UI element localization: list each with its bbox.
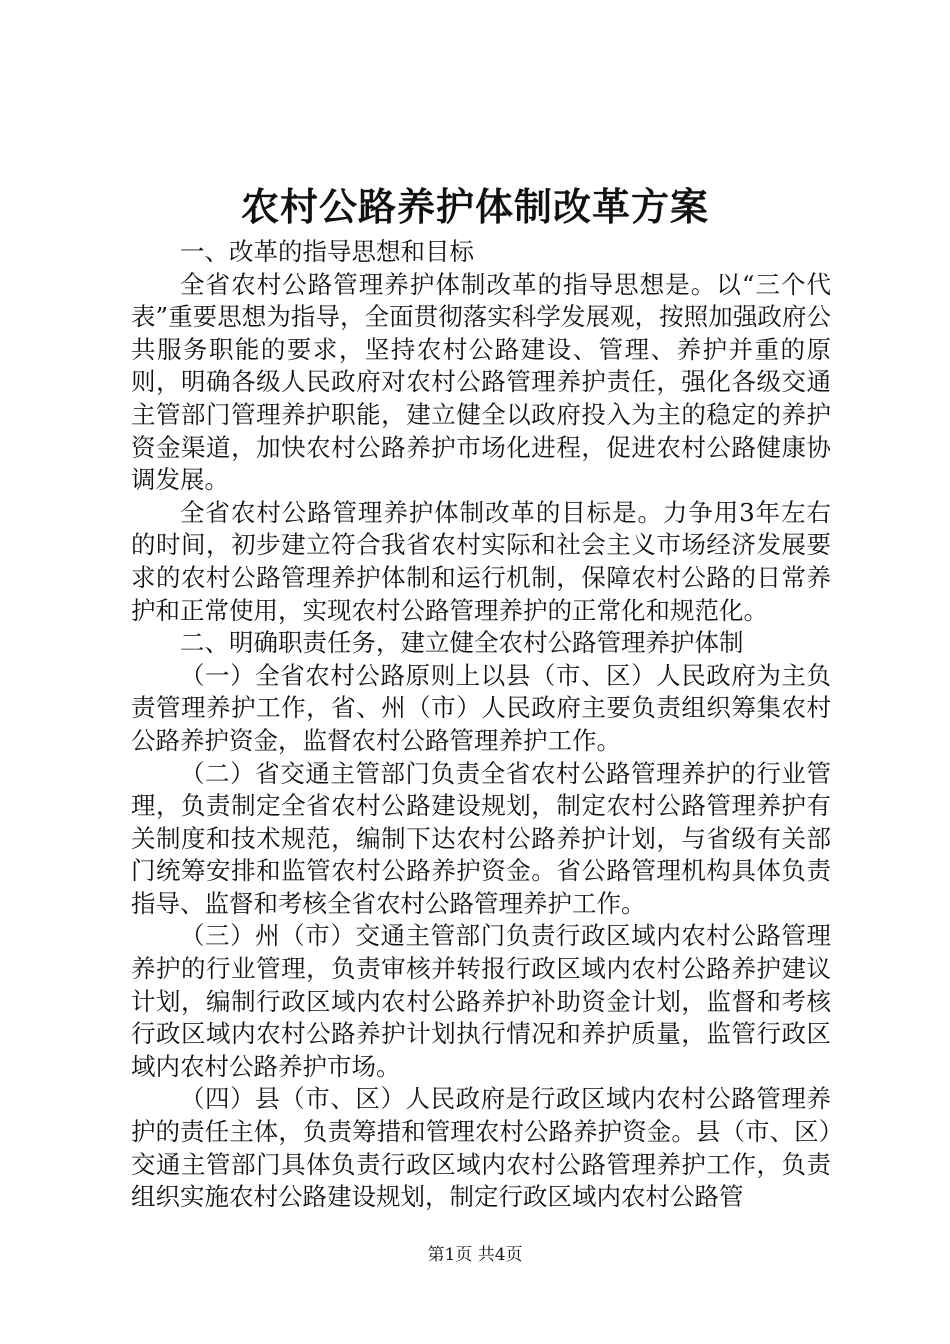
- section-heading: 二、明确职责任务，建立健全农村公路管理养护体制: [180, 628, 744, 658]
- paragraph: （一）全省农村公路原则上以县（市、区）人民政府为主负责管理养护工作，省、州（市）人民政府主要负责组织筹集农村公路养护资金，监督农村公路管理养护工作。: [131, 660, 831, 755]
- page-number-footer: 第1页 共4页: [427, 1245, 523, 1265]
- paragraph: （四）县（市、区）人民政府是行政区域内农村公路管理养护的责任主体，负责筹措和管理农村公路养护资金。县（市、区）交通主管部门具体负责行政区域内农村公路管理养护工作，负责组织实施农村公路建设规划，制定行政区域内农村公路管: [131, 1084, 831, 1212]
- paragraph: （三）州（市）交通主管部门负责行政区域内农村公路管理养护的行业管理，负责审核并转报行政区域内农村公路养护建议计划，编制行政区域内农村公路养护补助资金计划，监督和考核行政区域内农村公路养护计划执行情况和养护质量，监管行政区域内农村公路养护市场。: [131, 921, 831, 1081]
- section-heading: 一、改革的指导思想和目标: [180, 237, 474, 266]
- document-body: [131, 236, 831, 1214]
- paragraph: 全省农村公路管理养护体制改革的指导思想是。以“三个代表”重要思想为指导，全面贯彻落实科学发展观，按照加强政府公共服务职能的要求，坚持农村公路建设、管理、养护并重的原则，明确各级人民政府对农村公路管理养护责任，强化各级交通主管部门管理养护职能，建立健全以政府投入为主的稳定的养护资金渠道，加快农村公路养护市场化进程，促进农村公路健康协调发展。: [131, 269, 831, 495]
- paragraph: 全省农村公路管理养护体制改革的目标是。力争用3年左右的时间，初步建立符合我省农村实际和社会主义市场经济发展要求的农村公路管理养护体制和运行机制，保障农村公路的日常养护和正常使用，实现农村公路管理养护的正常化和规范化。: [131, 497, 831, 625]
- paragraph: （二）省交通主管部门负责全省农村公路管理养护的行业管理，负责制定全省农村公路建设规划，制定农村公路管理养护有关制度和技术规范，编制下达农村公路养护计划，与省级有关部门统筹安排和监管农村公路养护资金。省公路管理机构具体负责指导、监督和考核全省农村公路管理养护工作。: [131, 758, 831, 918]
- document-title: 农村公路养护体制改革方案: [240, 185, 709, 229]
